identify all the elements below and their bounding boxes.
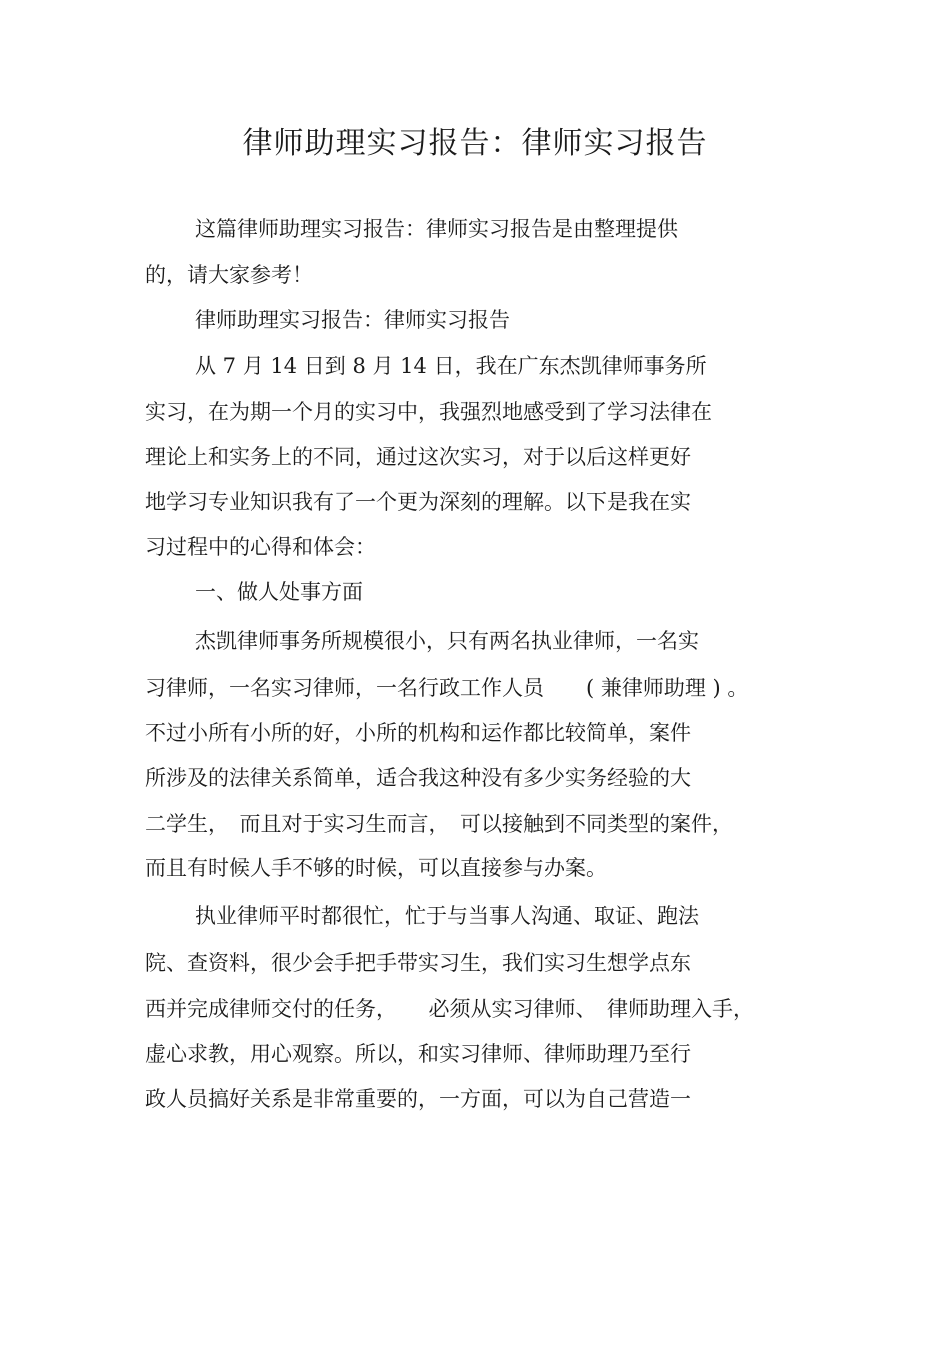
paragraph-line: 的，请大家参考！ [145,263,313,287]
paragraph-line: 院、查资料，很少会手把手带实习生，我们实习生想学点东 [145,951,691,975]
paragraph-line: 理论上和实务上的不同，通过这次实习，对于以后这样更好 [145,445,691,469]
paragraph-line: 律师助理实习报告：律师实习报告 [195,308,510,332]
paragraph-line: 执业律师平时都很忙，忙于与当事人沟通、取证、跑法 [195,904,699,928]
section-heading: 一、做人处事方面 [195,580,363,604]
paragraph-line: 政人员搞好关系是非常重要的，一方面，可以为自己营造一 [145,1087,691,1111]
paragraph-line: 西并完成律师交付的任务， 必须从实习律师、 律师助理入手， [145,997,754,1021]
paragraph-line: 虚心求教，用心观察。所以，和实习律师、律师助理乃至行 [145,1042,691,1066]
paragraph-line: 习律师，一名实习律师，一名行政工作人员 ( 兼律师助理 ) 。 [145,676,749,700]
paragraph-line: 地学习专业知识我有了一个更为深刻的理解。以下是我在实 [145,490,691,514]
paragraph-line: 这篇律师助理实习报告：律师实习报告是由整理提供 [195,217,678,241]
paragraph-line: 习过程中的心得和体会： [145,535,376,559]
paragraph-line: 而且有时候人手不够的时候，可以直接参与办案。 [145,856,607,880]
paragraph-line: 实习，在为期一个月的实习中，我强烈地感受到了学习法律在 [145,400,712,424]
paragraph-line: 所涉及的法律关系简单，适合我这种没有多少实务经验的大 [145,766,691,790]
paragraph-line: 从 7 月 14 日到 8 月 14 日，我在广东杰凯律师事务所 [195,354,707,378]
paragraph-line: 不过小所有小所的好，小所的机构和运作都比较简单，案件 [145,721,691,745]
paragraph-line: 杰凯律师事务所规模很小，只有两名执业律师，一名实 [195,629,699,653]
document-title: 律师助理实习报告：律师实习报告 [242,126,708,161]
paragraph-line: 二学生， 而且对于实习生而言， 可以接触到不同类型的案件， [145,812,733,836]
